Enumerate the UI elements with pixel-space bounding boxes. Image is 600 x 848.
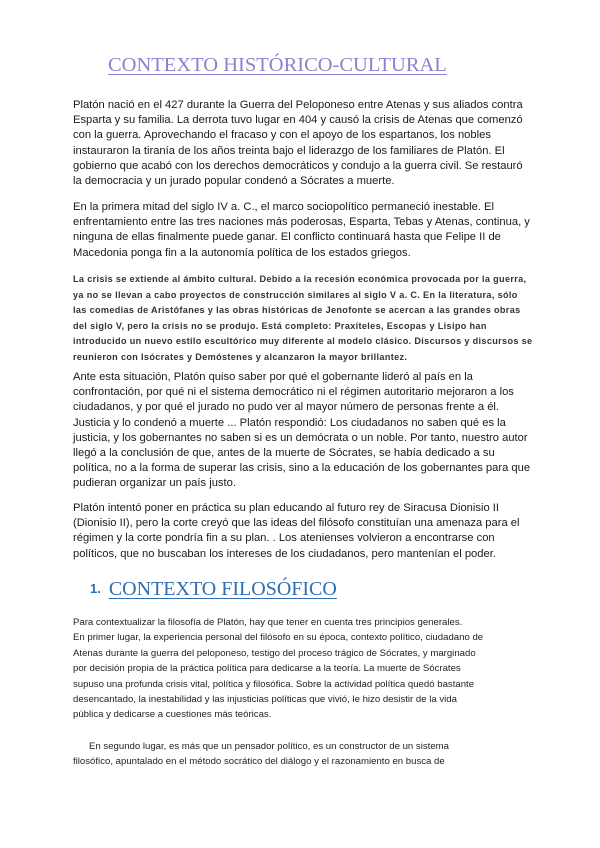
text-line: Justicia y lo condenó a muerte ... Platón respondió: Los ciudadanos no saben qué es la	[73, 416, 506, 429]
text-line: Platón nació en el 427 durante la Guerra del Peloponeso entre Atenas y sus aliados contra	[73, 99, 523, 111]
paragraph-second-principle	[73, 739, 543, 770]
section-number: 1.	[90, 581, 101, 596]
text-line: ninguna de ellas finalmente puede ganar. El conflicto continuará hasta que Felipe II de	[73, 231, 501, 244]
text-line: justicia, y los gobernantes no saben si es un demócrata o un noble. Por tanto, nuestro autor	[73, 431, 528, 444]
text-line: gobierno que acabó con los derechos democráticos y condujo a la guerra civil. Se restauró	[73, 159, 523, 172]
text-line: (Dionisio II), pero la corte creyó que las ideas del filósofo constituían una amenaza para el	[73, 517, 520, 530]
text-line: La crisis se extiende al ámbito cultural. Debido a la recesión económica provocada por la guerra,	[73, 274, 527, 284]
paragraph-birth-of-plato	[73, 98, 543, 189]
text-line: confrontación, por qué ni el sistema democrático ni el régimen autoritario mejoraron a los	[73, 386, 514, 399]
text-line: las comedias de Aristófanes y las obras históricas de Jenofonte se acercan a las grandes obras	[73, 305, 521, 315]
text-line: En segundo lugar, es más que un pensador político, es un constructor de un sistema	[89, 741, 449, 752]
text-line: enfrentamiento entre las tres naciones más poderosas, Esparta, Tebas y Atenas, continua, y	[73, 216, 530, 229]
text-line: En la primera mitad del siglo IV a. C., el marco sociopolítico permaneció inestable. El	[73, 201, 494, 213]
text-line: políticos, que no buscaban los intereses de los ciudadanos, pero mantenían el poder.	[73, 547, 496, 560]
text-line: pudieran organizar un país justo.	[73, 477, 236, 490]
text-line: filosófico, apuntalado en el método socrático del diálogo y el razonamiento en busca de	[73, 756, 445, 768]
section-title: CONTEXTO FILOSÓFICO	[108, 578, 337, 600]
section-heading	[90, 578, 337, 601]
text-line: del siglo V, pero la crisis no se produjo. Está completo: Praxíteles, Escopas y Lisipo han	[73, 320, 487, 331]
text-line: la democracia y un jurado popular condenó a Sócrates a muerte.	[73, 175, 395, 188]
text-line: Para contextualizar la filosofía de Platón, hay que tener en cuenta tres principios generales.	[73, 617, 463, 628]
text-line: régimen y la corte pondría fin a su plan. . Los atenienses volvieron a encontrarse con	[73, 532, 495, 545]
text-line: supuso una profunda crisis vital, política y filosófica. Sobre la actividad política quedó bastante	[73, 678, 475, 690]
text-line: instauraron la tiranía de los años treinta bajo el liderazgo de los familiares de Platón. El	[73, 144, 505, 157]
text-line: desencantado, la inestabilidad y las injusticias políticas que vivió, le hizo desistir de la vida	[73, 694, 457, 706]
paragraph-plato-questions	[73, 370, 543, 492]
text-line: con la guerra. Aprovechando el fracaso y con el apoyo de los espartanos, los nobles	[73, 129, 491, 142]
text-line: por decisión propia de la práctica política para dedicarse a la teoría. La muerte de Sócrates	[73, 663, 461, 675]
text-line: Atenas durante la guerra del peloponeso, testigo del proceso trágico de Sócrates, y marginado	[73, 647, 476, 659]
text-line: ciudadanos, y por qué el jurado no pudo ver al mayor número de personas frente a él.	[73, 401, 500, 414]
page-title: CONTEXTO HISTÓRICO-CULTURAL	[108, 54, 447, 76]
text-line: En primer lugar, la experiencia personal del filósofo en su época, contexto político, ciudadano de	[73, 632, 484, 644]
paragraph-cultural-crisis	[73, 272, 543, 365]
text-line: pública y dedicarse a cuestiones más teóricas.	[73, 709, 272, 721]
text-line: política, no a la forma de superar las crisis, sino a la educación de los gobernantes para que	[73, 462, 531, 475]
text-line: Macedonia ponga fin a la autonomía política de los estados griegos.	[73, 246, 411, 259]
text-line: Platón intentó poner en práctica su plan educando al futuro rey de Siracusa Dionisio II	[73, 502, 500, 514]
text-line: Ante esta situación, Platón quiso saber por qué el gobernante lideró al país en la	[73, 371, 473, 383]
text-line: reunieron con Isócrates y Demóstenes y alcanzaron la mayor brillantez.	[73, 351, 408, 362]
text-line: llegó a la conclusión de que, antes de la muerte de Sócrates, se había dedicado a su	[73, 447, 495, 460]
paragraph-philosophical-context	[73, 615, 543, 723]
paragraph-fourth-century	[73, 200, 543, 261]
text-line: introducido un nuevo estilo escultórico muy diferente al modelo clásico. Discursos y discursos se	[73, 336, 533, 346]
text-line: Esparta y su familia. La derrota tuvo lugar en 404 y causó la crisis de Atenas que comenzó	[73, 114, 523, 127]
text-line: ya no se llevan a cabo proyectos de construcción similares al siglo V a. C. En la literatura, sólo	[73, 289, 518, 300]
paragraph-syracuse	[73, 501, 543, 562]
